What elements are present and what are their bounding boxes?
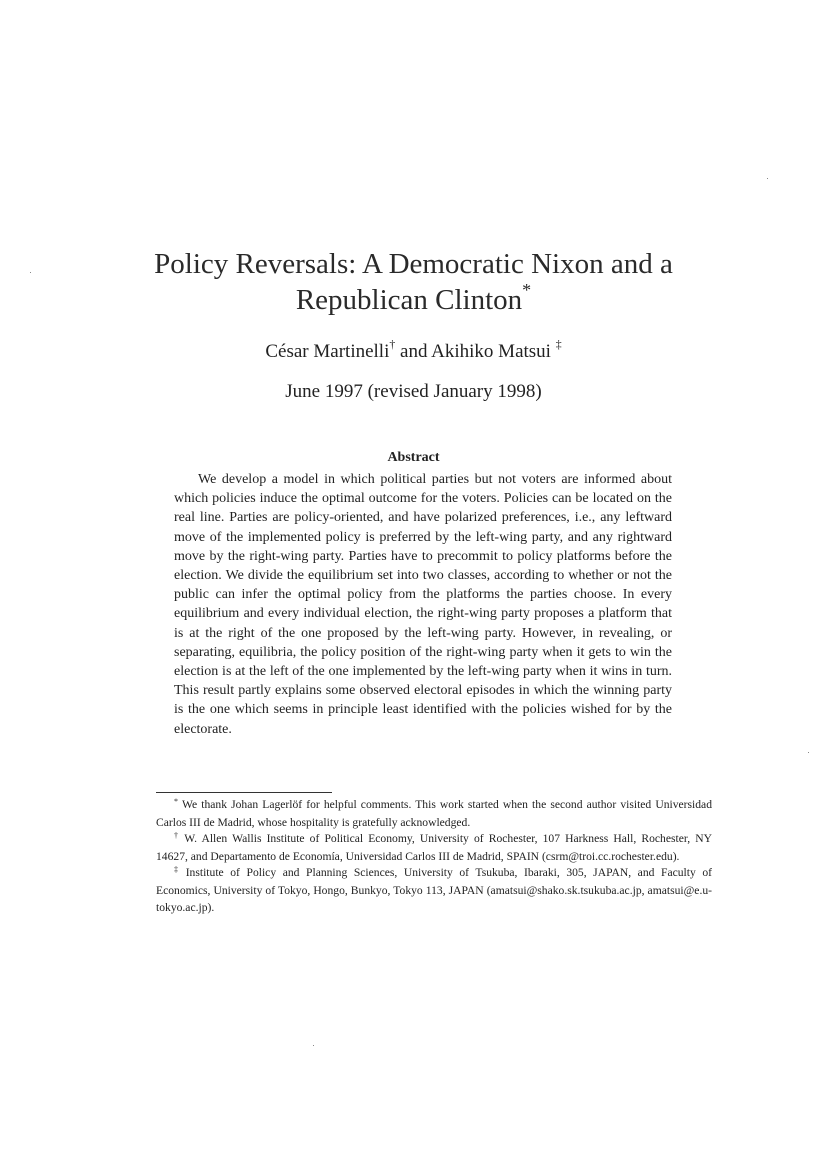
author-2-name: Akihiko Matsui <box>431 341 551 362</box>
abstract-heading: Abstract <box>387 450 440 465</box>
author-1-footnote-mark: † <box>389 337 396 351</box>
author-2-footnote-mark: ‡ <box>555 337 562 351</box>
scan-speck <box>313 1045 314 1046</box>
abstract-text: We develop a model in which political parties but not voters are informed about which policies induce the optimal outcome for the voters. Policies can be located on the real line. Parties are policy-oriented, and have polarized preferences, i.e., any leftward move of the implemented policy is preferred by the left-wing party, and any rightward move by the right-wing party. Parties have to precommit to policy platforms before the election. We divide the equilibrium set into two classes, according to whether or not the public can infer the optimal policy from the platforms the parties choose. In every equilibrium and every individual election, the right-wing party proposes a platform that is at the right of the one proposed by the left-wing party. However, in revealing, or separating, equilibria, the policy position of the right-wing party when it gets to win the election is at the left of the one implemented by the left-wing party when it wins in turn. This result partly explains some observed electoral episodes in which the winning party is the one which seems in principle least identified with the policies wished for by the electorate. <box>174 472 672 737</box>
author-1-name: César Martinelli <box>265 341 390 362</box>
footnote-text: We thank Johan Lagerlöf for helpful comments. This work started when the second author visited Universidad Carlos III de Madrid, whose hospitality is gratefully acknowledged. <box>156 798 712 829</box>
footnote-divider <box>156 792 332 793</box>
footnote-acknowledgement <box>156 797 712 831</box>
footnote-author-1-affiliation <box>156 831 712 865</box>
scan-speck <box>767 178 768 179</box>
footnote-text: W. Allen Wallis Institute of Political Economy, University of Rochester, 107 Harkness Hall, Rochester, NY 14627, and Departamento de Economía, Universidad Carlos III de Madrid, SPAIN (csrm@troi.cc.rochester.edu). <box>156 832 713 863</box>
footnotes-section <box>156 797 712 916</box>
title-footnote-mark: * <box>522 279 532 300</box>
footnote-author-2-affiliation <box>156 865 712 916</box>
paper-date: June 1997 (revised January 1998) <box>285 381 542 402</box>
scan-speck <box>30 272 31 273</box>
author-line <box>120 337 707 364</box>
footnote-mark: * <box>174 797 178 806</box>
paper-title <box>120 246 707 318</box>
title-line-2-text: Republican Clinton <box>295 284 523 316</box>
title-line-2 <box>120 279 707 318</box>
footnote-mark: † <box>174 831 181 841</box>
author-connector: and <box>395 341 432 362</box>
footnote-text: Institute of Policy and Planning Sciences, University of Tsukuba, Ibaraki, 305, JAPAN, and Faculty of Economics, University of Tokyo, Hongo, Bunkyo, Tokyo 113, JAPAN (amatsui@shako.sk.tsukuba.ac.jp, amatsui@e.u-tokyo.ac.jp). <box>156 866 713 914</box>
footnote-mark: ‡ <box>174 865 182 875</box>
title-line-1: Policy Reversals: A Democratic Nixon and a <box>154 248 673 280</box>
scan-speck <box>808 752 809 753</box>
